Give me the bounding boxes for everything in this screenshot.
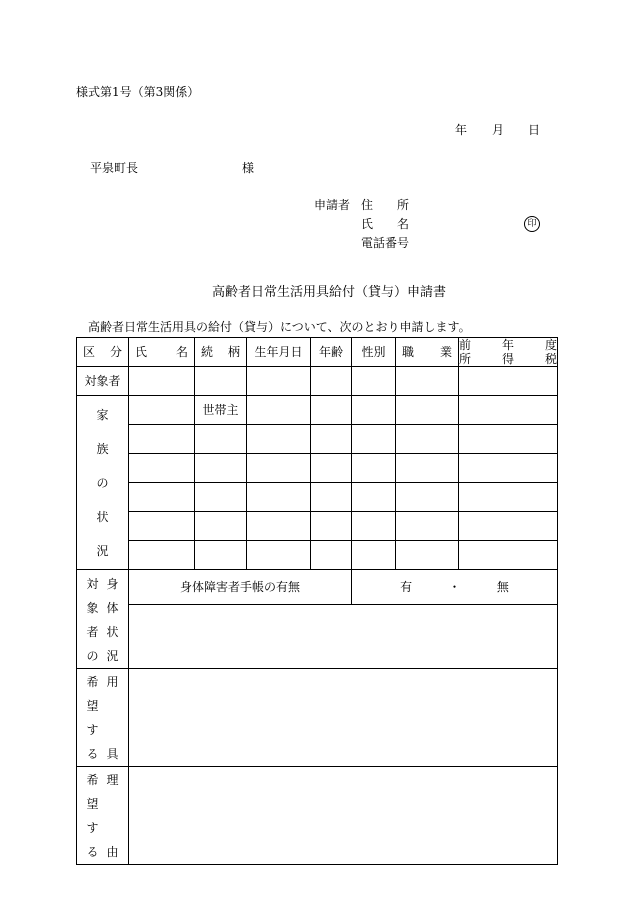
cell-input[interactable] <box>195 483 247 512</box>
cell-input[interactable] <box>352 483 396 512</box>
cell-input[interactable] <box>195 512 247 541</box>
form-number: 様式第1号（第3関係） <box>76 85 200 99</box>
application-table <box>76 337 558 865</box>
cell-input[interactable] <box>396 367 459 396</box>
header-income-tax: 前 年 度 所 得 税 <box>459 338 557 366</box>
desired-item-label: 希 用 望 す る 具 <box>77 669 129 767</box>
cell-input[interactable] <box>352 396 396 425</box>
cell-input[interactable] <box>352 367 396 396</box>
date-month: 月 <box>492 123 505 137</box>
cell-input[interactable] <box>195 425 247 454</box>
address-label-1: 住 <box>361 198 374 212</box>
cell-input[interactable] <box>311 367 352 396</box>
physical-status-input[interactable] <box>129 604 558 668</box>
family-row <box>77 483 558 512</box>
cell-input[interactable] <box>129 367 195 396</box>
intro-text: 高齢者日常生活用具の給付（貸与）について、次のとおり申請します。 <box>88 320 471 334</box>
cell-input[interactable] <box>311 541 352 570</box>
header-name: 氏 名 <box>129 338 195 367</box>
header-sex: 性別 <box>352 338 396 367</box>
reason-input[interactable] <box>129 767 558 865</box>
addressee-honorific: 様 <box>242 161 255 175</box>
addressee-name: 平泉町長 <box>90 161 139 175</box>
cell-input[interactable] <box>311 396 352 425</box>
cell-input[interactable] <box>311 425 352 454</box>
phone-label: 電話番号 <box>361 236 410 250</box>
handbook-dot: ・ <box>448 579 461 594</box>
handbook-yes[interactable]: 有 <box>400 579 413 594</box>
target-row <box>77 367 558 396</box>
cell-input[interactable] <box>396 454 459 483</box>
applicant-label: 申請者 <box>314 198 351 212</box>
cell-input[interactable] <box>396 396 459 425</box>
family-row <box>77 512 558 541</box>
reason-label: 希 理 望 す る 由 <box>77 767 129 865</box>
cell-input[interactable] <box>352 541 396 570</box>
cell-input[interactable] <box>247 512 311 541</box>
cell-input[interactable] <box>311 454 352 483</box>
target-person-label: 対象者 <box>77 367 129 396</box>
family-row <box>77 541 558 570</box>
desired-item-input[interactable] <box>129 669 558 767</box>
document-title: 高齢者日常生活用具給付（貸与）申請書 <box>212 285 447 300</box>
cell-input[interactable] <box>311 483 352 512</box>
cell-input[interactable] <box>352 425 396 454</box>
family-row <box>77 454 558 483</box>
cell-input[interactable] <box>129 541 195 570</box>
cell-input[interactable] <box>129 454 195 483</box>
cell-input[interactable] <box>459 512 558 541</box>
cell-input[interactable] <box>459 396 558 425</box>
family-status-label: 家 族 の 状 況 <box>77 396 129 570</box>
cell-input[interactable] <box>459 454 558 483</box>
family-row <box>77 425 558 454</box>
cell-input[interactable] <box>396 483 459 512</box>
handbook-no[interactable]: 無 <box>496 579 509 594</box>
cell-input[interactable] <box>311 512 352 541</box>
cell-input[interactable] <box>129 512 195 541</box>
physical-status-label: 対 身 象 体 者 状 の 況 <box>77 570 129 669</box>
family-row <box>77 396 558 425</box>
cell-input[interactable] <box>352 512 396 541</box>
cell-input[interactable] <box>459 425 558 454</box>
cell-input[interactable] <box>195 367 247 396</box>
cell-input[interactable] <box>195 541 247 570</box>
name-label-1: 氏 <box>361 217 374 231</box>
cell-input[interactable] <box>247 483 311 512</box>
cell-input[interactable] <box>195 454 247 483</box>
cell-input[interactable] <box>129 396 195 425</box>
header-birthdate: 生年月日 <box>247 338 311 367</box>
cell-input[interactable] <box>396 541 459 570</box>
address-label-2: 所 <box>397 198 410 212</box>
date-day: 日 <box>528 123 541 137</box>
header-category: 区 分 <box>77 338 129 367</box>
handbook-answer[interactable] <box>352 570 558 605</box>
handbook-question: 身体障害者手帳の有無 <box>129 570 352 605</box>
cell-input[interactable] <box>352 454 396 483</box>
cell-input[interactable] <box>459 483 558 512</box>
reason-row <box>77 767 558 865</box>
cell-input[interactable] <box>247 425 311 454</box>
cell-input[interactable] <box>129 425 195 454</box>
cell-input[interactable] <box>396 512 459 541</box>
cell-input[interactable] <box>459 367 558 396</box>
header-row <box>77 338 558 367</box>
name-label-2: 名 <box>397 217 410 231</box>
date-year: 年 <box>455 123 468 137</box>
physical-status-row <box>77 604 558 668</box>
seal-mark: 印 <box>524 216 540 232</box>
cell-input[interactable] <box>247 454 311 483</box>
handbook-row <box>77 570 558 605</box>
cell-input[interactable] <box>247 396 311 425</box>
cell-input[interactable] <box>396 425 459 454</box>
cell-input[interactable] <box>247 367 311 396</box>
cell-input[interactable] <box>247 541 311 570</box>
cell-input[interactable] <box>459 541 558 570</box>
header-relation: 続 柄 <box>195 338 247 367</box>
header-age: 年齢 <box>311 338 352 367</box>
head-of-household-label: 世帯主 <box>195 396 247 425</box>
desired-item-row <box>77 669 558 767</box>
cell-input[interactable] <box>129 483 195 512</box>
header-job: 職 業 <box>396 338 459 367</box>
